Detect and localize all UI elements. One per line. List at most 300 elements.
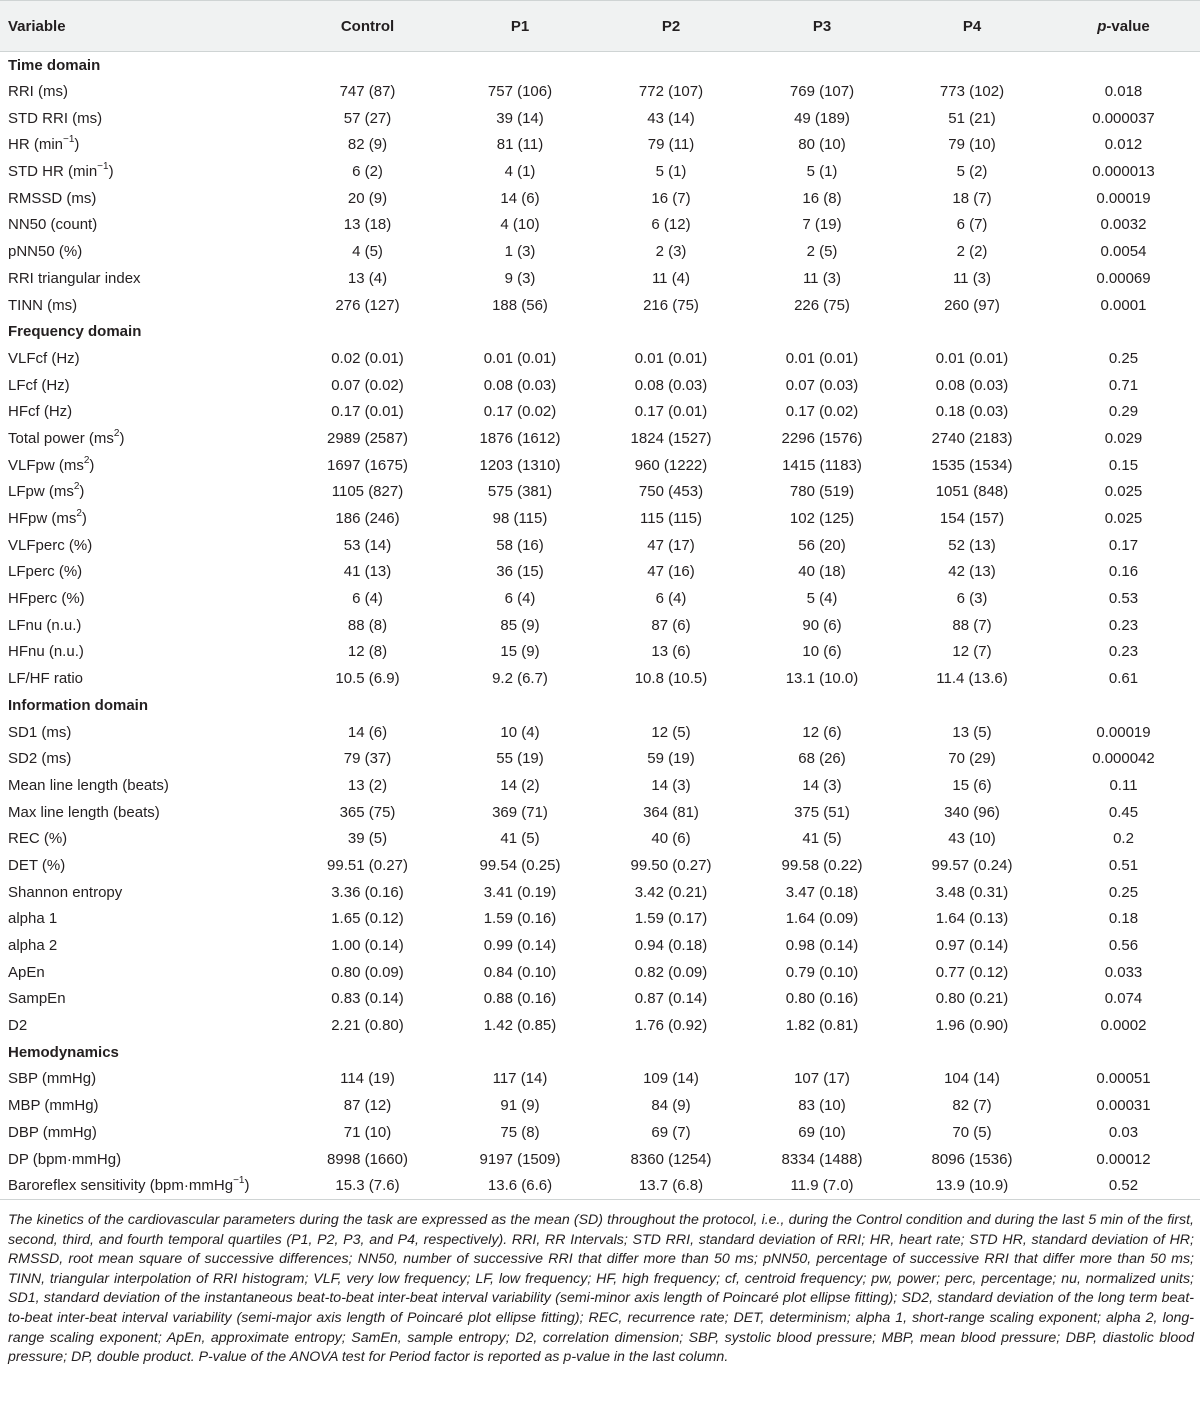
cell-p2: 1.76 (0.92) xyxy=(634,1017,708,1035)
cell-p1: 0.84 (0.10) xyxy=(483,963,557,981)
cell-pvalue: 0.2 xyxy=(1113,830,1134,848)
cell-p2: 10.8 (10.5) xyxy=(634,670,708,688)
cell-pvalue: 0.018 xyxy=(1104,83,1143,101)
cell-pvalue: 0.15 xyxy=(1108,456,1139,474)
table-row xyxy=(0,132,1200,159)
cell-p4: 43 (10) xyxy=(948,830,996,848)
cell-control: 15.3 (7.6) xyxy=(290,1172,445,1199)
cell-control: 41 (13) xyxy=(343,563,392,581)
cell-p3: 83 (10) xyxy=(798,1097,846,1115)
cell-pvalue: 0.11 xyxy=(1109,776,1138,794)
cell-p4: 99.57 (0.24) xyxy=(931,856,1013,874)
row-label: MBP (mmHg) xyxy=(8,1097,99,1115)
label-superscript: 2 xyxy=(113,427,120,439)
header-p1: P1 xyxy=(445,1,595,52)
label-text: ) xyxy=(244,1176,250,1194)
cell-pvalue: 0.56 xyxy=(1108,937,1139,955)
cell-p2: 5 (1) xyxy=(655,163,687,181)
label-superscript: 2 xyxy=(73,481,80,493)
row-label: STD RRI (ms) xyxy=(8,109,103,127)
row-label xyxy=(0,1172,290,1199)
cell-p1: 10 (4) xyxy=(500,723,540,741)
table-row xyxy=(0,452,1200,479)
cell-pvalue: 0.0032 xyxy=(1100,216,1147,234)
cell-p2: 14 (3) xyxy=(651,776,691,794)
cell-pvalue: 0.71 xyxy=(1108,376,1139,394)
cell-p2: 40 (6) xyxy=(651,830,691,848)
cell-pvalue: 0.52 xyxy=(1047,1172,1200,1199)
cell-control: 114 (19) xyxy=(340,1070,395,1088)
cell-p1: 9 (3) xyxy=(504,269,536,287)
cell-p2: 6 (4) xyxy=(655,590,687,608)
cell-p4: 70 (29) xyxy=(948,750,996,768)
cell-p4: 52 (13) xyxy=(948,536,996,554)
row-label: Mean line length (beats) xyxy=(8,776,169,794)
row-label: SD1 (ms) xyxy=(8,723,72,741)
section-information-domain: Information domain xyxy=(8,696,148,714)
table-row xyxy=(0,292,1200,319)
header-variable: Variable xyxy=(0,1,290,52)
table-row xyxy=(0,212,1200,239)
label-superscript: −1 xyxy=(63,134,75,146)
cell-p4: 260 (97) xyxy=(944,296,1000,314)
cell-pvalue: 0.45 xyxy=(1108,803,1139,821)
cell-p1: 98 (115) xyxy=(492,510,548,528)
cell-p1: 1203 (1310) xyxy=(479,456,561,474)
cell-p4: 340 (96) xyxy=(944,803,1000,821)
cell-control: 87 (12) xyxy=(343,1097,392,1115)
cell-p1: 6 (4) xyxy=(504,590,536,608)
row-label: pNN50 (%) xyxy=(8,243,83,261)
table-row xyxy=(0,105,1200,132)
cell-p2: 3.42 (0.21) xyxy=(634,883,708,901)
cell-p2: 1.59 (0.17) xyxy=(634,910,708,928)
label-superscript: 2 xyxy=(83,454,90,466)
cell-p1: 13.6 (6.6) xyxy=(445,1172,595,1199)
header-p2: P2 xyxy=(595,1,747,52)
cell-p1: 85 (9) xyxy=(500,616,540,634)
cell-control: 39 (5) xyxy=(347,830,388,848)
cell-p1: 81 (11) xyxy=(496,136,544,154)
cell-p2: 364 (81) xyxy=(643,803,699,821)
cell-p4: 0.80 (0.21) xyxy=(935,990,1009,1008)
row-label: DET (%) xyxy=(8,856,66,874)
cell-pvalue: 0.25 xyxy=(1108,349,1139,367)
cell-control: 0.80 (0.09) xyxy=(331,963,404,981)
cell-p4: 2740 (2183) xyxy=(931,429,1013,447)
cell-p1: 41 (5) xyxy=(500,830,540,848)
label-text: ) xyxy=(81,510,87,528)
row-label: LFnu (n.u.) xyxy=(8,616,82,634)
cell-pvalue: 0.029 xyxy=(1104,429,1143,447)
cell-p1: 0.99 (0.14) xyxy=(483,937,557,955)
cell-p4: 13.9 (10.9) xyxy=(897,1172,1047,1199)
row-label xyxy=(0,132,290,159)
cell-control: 53 (14) xyxy=(343,536,392,554)
cell-p1: 369 (71) xyxy=(492,803,548,821)
cell-p4: 1.96 (0.90) xyxy=(935,1017,1009,1035)
cell-p4: 0.77 (0.12) xyxy=(935,963,1009,981)
cell-pvalue: 0.00012 xyxy=(1096,1150,1151,1168)
table-row xyxy=(0,719,1200,746)
cell-p1: 9197 (1509) xyxy=(479,1150,561,1168)
cell-p4: 104 (14) xyxy=(944,1070,1000,1088)
table-row xyxy=(0,425,1200,452)
cell-control: 88 (8) xyxy=(347,616,388,634)
cell-p2: 772 (107) xyxy=(638,83,704,101)
cell-p3: 14 (3) xyxy=(802,776,842,794)
table-row xyxy=(0,825,1200,852)
cell-p3: 40 (18) xyxy=(798,563,846,581)
cell-p2: 6 (12) xyxy=(651,216,691,234)
cell-control: 1.65 (0.12) xyxy=(331,910,404,928)
row-label: alpha 2 xyxy=(8,937,58,955)
table-row xyxy=(0,665,1200,692)
cell-p3: 226 (75) xyxy=(794,296,850,314)
cell-control: 747 (87) xyxy=(339,83,396,101)
table-row xyxy=(0,799,1200,826)
row-label: DBP (mmHg) xyxy=(8,1123,97,1141)
table-row xyxy=(0,585,1200,612)
cell-control: 276 (127) xyxy=(335,296,400,314)
table-footnote: The kinetics of the cardiovascular parameters during the task are expressed as the mean (SD) throughout the protocol, i.e., during the Control condition and during the last 5 min of the first, second, third, and fourth temporal quartiles (P1, P2, P3, and P4, respectively). RRI, RR Intervals; STD RRI, standard deviation of RRI; HR, heart rate; STD HR, standard deviation of HR; RMSSD, root mean square of successive differences; NN50, number of successive RRI that differ more than 50 ms; pNN50, percentage of successive RRI that differ more than 50 ms; TINN, triangular interpolation of RRI histogram; VLF, very low frequency; LF, low frequency; HF, high frequency; cf, centroid frequency; pw, power; perc, percentage; nu, normalized units; SD1, standard deviation of the instantaneous beat-to-beat inter-beat interval variability (semi-minor axis length of Poincaré plot ellipse fitting); SD2, standard deviation of the long term beat-to-beat inter-beat interval variability (semi-major axis length of Poincaré plot ellipse fitting); REC, recurrence rate; DET, determinism; alpha 1, short-range scaling exponent; alpha 2, long-range scaling exponent; ApEn, approximate entropy; SamEn, sample entropy; D2, correlation dimension; SBP, systolic blood pressure; MBP, mean blood pressure; DBP, diastolic blood pressure; DP, double product. P-value of the ANOVA test for Period factor is reported as p-value in the last column. xyxy=(8,1212,1194,1366)
cell-p3: 0.17 (0.02) xyxy=(785,403,859,421)
cell-control: 1.00 (0.14) xyxy=(331,937,404,955)
table-row xyxy=(0,1012,1200,1039)
cell-p3: 16 (8) xyxy=(802,189,842,207)
label-text: Total power (ms xyxy=(8,429,114,447)
cell-control: 2989 (2587) xyxy=(327,429,408,447)
cell-control: 82 (9) xyxy=(347,136,388,154)
cell-control: 10.5 (6.9) xyxy=(335,670,400,688)
header-pvalue-p: p xyxy=(1097,17,1107,35)
cell-p2: 750 (453) xyxy=(638,483,704,501)
cell-p2: 0.82 (0.09) xyxy=(634,963,708,981)
cell-pvalue: 0.000037 xyxy=(1092,109,1155,127)
cell-control: 0.83 (0.14) xyxy=(331,990,404,1008)
label-text: STD HR (min xyxy=(8,163,98,181)
cell-p2: 216 (75) xyxy=(643,296,699,314)
row-label xyxy=(0,505,290,532)
header-pvalue xyxy=(1047,1,1200,52)
cell-pvalue: 0.17 xyxy=(1108,536,1139,554)
cell-p3: 3.47 (0.18) xyxy=(785,883,859,901)
cell-p4: 0.01 (0.01) xyxy=(935,349,1009,367)
cell-p3: 12 (6) xyxy=(802,723,842,741)
cell-pvalue: 0.012 xyxy=(1104,136,1143,154)
label-text: ) xyxy=(74,136,80,154)
cell-control: 0.17 (0.01) xyxy=(331,403,404,421)
cell-p1: 0.08 (0.03) xyxy=(483,376,557,394)
cell-p1: 14 (6) xyxy=(500,189,540,207)
cell-p4: 11 (3) xyxy=(952,269,992,287)
row-label: REC (%) xyxy=(8,830,68,848)
cell-p4: 42 (13) xyxy=(948,563,996,581)
cell-control: 1105 (827) xyxy=(331,483,404,501)
cell-control: 365 (75) xyxy=(339,803,396,821)
cell-control: 6 (4) xyxy=(352,590,383,608)
table-row xyxy=(0,265,1200,292)
row-label: VLFcf (Hz) xyxy=(8,349,80,367)
cell-p3: 375 (51) xyxy=(794,803,850,821)
table-row xyxy=(0,639,1200,666)
row-label: VLFperc (%) xyxy=(8,536,93,554)
cell-p1: 14 (2) xyxy=(500,776,540,794)
cell-p1: 75 (8) xyxy=(500,1123,540,1141)
cell-p2: 109 (14) xyxy=(643,1070,699,1088)
cell-control: 57 (27) xyxy=(343,109,392,127)
cell-p4: 0.18 (0.03) xyxy=(935,403,1009,421)
cell-p4: 0.08 (0.03) xyxy=(935,376,1009,394)
row-label xyxy=(0,479,290,506)
cell-p3: 0.98 (0.14) xyxy=(785,937,859,955)
table-row xyxy=(0,772,1200,799)
cell-p4: 5 (2) xyxy=(956,163,988,181)
cell-p4: 6 (7) xyxy=(956,216,988,234)
cell-control: 14 (6) xyxy=(347,723,388,741)
table-row xyxy=(0,852,1200,879)
cell-p3: 10 (6) xyxy=(802,643,842,661)
table-row xyxy=(0,532,1200,559)
header-p3: P3 xyxy=(747,1,897,52)
cell-p4: 154 (157) xyxy=(939,510,1005,528)
cell-control: 4 (5) xyxy=(352,243,383,261)
cell-p1: 0.01 (0.01) xyxy=(483,349,557,367)
cell-p2: 43 (14) xyxy=(647,109,695,127)
cell-p3: 90 (6) xyxy=(802,616,842,634)
cell-p1: 0.88 (0.16) xyxy=(483,990,557,1008)
cell-p1: 99.54 (0.25) xyxy=(479,856,561,874)
cell-p4: 12 (7) xyxy=(952,643,992,661)
cell-p2: 11 (4) xyxy=(651,269,691,287)
cell-p2: 84 (9) xyxy=(651,1097,691,1115)
cell-control: 13 (2) xyxy=(347,776,388,794)
cell-p4: 79 (10) xyxy=(948,136,996,154)
cell-pvalue: 0.00031 xyxy=(1096,1097,1151,1115)
header-pvalue-rest: -value xyxy=(1106,17,1150,35)
cell-pvalue: 0.25 xyxy=(1108,883,1139,901)
row-label: RRI (ms) xyxy=(8,83,68,101)
cell-p3: 0.80 (0.16) xyxy=(785,990,859,1008)
cell-p3: 68 (26) xyxy=(798,750,846,768)
cell-p3: 0.07 (0.03) xyxy=(785,376,859,394)
cell-p3: 0.01 (0.01) xyxy=(785,349,859,367)
cell-p4: 15 (6) xyxy=(952,776,992,794)
table-row xyxy=(0,879,1200,906)
label-text: ) xyxy=(79,483,85,501)
cell-p3: 769 (107) xyxy=(789,83,855,101)
header-control: Control xyxy=(290,1,445,52)
cell-p4: 70 (5) xyxy=(952,1123,992,1141)
cell-p4: 1535 (1534) xyxy=(931,456,1013,474)
cell-p3: 5 (1) xyxy=(806,163,838,181)
table-row xyxy=(0,1146,1200,1173)
cell-p3: 41 (5) xyxy=(802,830,842,848)
row-label: DP (bpm·mmHg) xyxy=(8,1150,122,1168)
label-superscript: −1 xyxy=(97,161,109,173)
cell-p2: 79 (11) xyxy=(647,136,695,154)
cell-p1: 9.2 (6.7) xyxy=(492,670,548,688)
cell-p4: 13 (5) xyxy=(952,723,992,741)
label-text: LFpw (ms xyxy=(8,483,74,501)
cell-control: 71 (10) xyxy=(343,1123,392,1141)
cell-pvalue: 0.16 xyxy=(1108,563,1139,581)
table-row xyxy=(0,238,1200,265)
label-superscript: −1 xyxy=(233,1174,245,1186)
cell-p3: 1415 (1183) xyxy=(782,456,862,474)
cell-p4: 8096 (1536) xyxy=(931,1150,1013,1168)
row-label: SampEn xyxy=(8,990,66,1008)
cell-p4: 11.4 (13.6) xyxy=(936,670,1008,688)
row-label: RRI triangular index xyxy=(8,269,141,287)
table-row xyxy=(0,479,1200,506)
cell-p2: 13.7 (6.8) xyxy=(595,1172,747,1199)
cell-p1: 0.17 (0.02) xyxy=(483,403,557,421)
cell-pvalue: 0.00069 xyxy=(1096,269,1151,287)
cell-pvalue: 0.025 xyxy=(1104,510,1143,528)
table-row xyxy=(0,986,1200,1013)
row-label: LFcf (Hz) xyxy=(8,376,70,394)
cell-pvalue: 0.00019 xyxy=(1096,723,1151,741)
label-text: ) xyxy=(108,163,114,181)
row-label xyxy=(0,425,290,452)
table-row xyxy=(0,1092,1200,1119)
cell-p3: 1.64 (0.09) xyxy=(785,910,859,928)
table-row xyxy=(0,505,1200,532)
cell-p1: 575 (381) xyxy=(487,483,553,501)
cell-p4: 18 (7) xyxy=(952,189,992,207)
cell-pvalue: 0.51 xyxy=(1108,856,1139,874)
cell-p2: 0.08 (0.03) xyxy=(634,376,708,394)
row-label xyxy=(0,452,290,479)
cell-pvalue: 0.074 xyxy=(1104,990,1143,1008)
row-label: LF/HF ratio xyxy=(8,670,84,688)
table-row xyxy=(0,612,1200,639)
cell-p4: 82 (7) xyxy=(952,1097,992,1115)
cell-p3: 11.9 (7.0) xyxy=(747,1172,897,1199)
cell-p2: 0.94 (0.18) xyxy=(634,937,708,955)
cell-control: 99.51 (0.27) xyxy=(327,856,408,874)
table-row xyxy=(0,372,1200,399)
row-label: NN50 (count) xyxy=(8,216,98,234)
cell-p2: 960 (1222) xyxy=(634,456,708,474)
cell-p2: 0.87 (0.14) xyxy=(634,990,708,1008)
section-frequency-domain: Frequency domain xyxy=(8,323,142,341)
section-time-domain: Time domain xyxy=(8,56,101,74)
cell-p4: 1.64 (0.13) xyxy=(935,910,1009,928)
cell-control: 8998 (1660) xyxy=(327,1150,408,1168)
cell-p1: 4 (10) xyxy=(500,216,540,234)
section-row xyxy=(0,318,1200,345)
cell-p2: 99.50 (0.27) xyxy=(630,856,712,874)
cell-p1: 1876 (1612) xyxy=(479,429,561,447)
table-row xyxy=(0,959,1200,986)
cell-p3: 56 (20) xyxy=(798,536,846,554)
cell-p2: 115 (115) xyxy=(640,510,702,528)
cell-p1: 1.42 (0.85) xyxy=(483,1017,557,1035)
cell-pvalue: 0.23 xyxy=(1108,643,1139,661)
cell-p2: 1824 (1527) xyxy=(630,429,712,447)
cell-pvalue: 0.00051 xyxy=(1096,1070,1151,1088)
cell-pvalue: 0.033 xyxy=(1104,963,1143,981)
table-row xyxy=(0,906,1200,933)
label-text: ) xyxy=(119,429,125,447)
cell-control: 3.36 (0.16) xyxy=(331,883,404,901)
cell-p1: 58 (16) xyxy=(496,536,544,554)
table-row xyxy=(0,932,1200,959)
cell-p2: 13 (6) xyxy=(651,643,691,661)
cell-p3: 102 (125) xyxy=(789,510,855,528)
cell-pvalue: 0.18 xyxy=(1108,910,1139,928)
table-row xyxy=(0,158,1200,185)
section-row xyxy=(0,692,1200,719)
cell-p1: 15 (9) xyxy=(500,643,540,661)
cell-pvalue: 0.025 xyxy=(1104,483,1143,501)
cell-p2: 2 (3) xyxy=(655,243,687,261)
row-label: TINN (ms) xyxy=(8,296,78,314)
table-row xyxy=(0,745,1200,772)
cell-p2: 59 (19) xyxy=(647,750,695,768)
cell-p4: 88 (7) xyxy=(952,616,992,634)
cell-control: 6 (2) xyxy=(352,163,383,181)
table-body xyxy=(0,52,1200,1200)
cell-p3: 0.79 (0.10) xyxy=(785,963,859,981)
cell-p3: 7 (19) xyxy=(802,216,842,234)
cell-p1: 55 (19) xyxy=(496,750,544,768)
cell-control: 20 (9) xyxy=(347,189,388,207)
cell-p1: 91 (9) xyxy=(500,1097,540,1115)
cell-p1: 117 (14) xyxy=(492,1070,548,1088)
cell-pvalue: 0.000013 xyxy=(1092,163,1155,181)
cell-p4: 773 (102) xyxy=(939,83,1005,101)
cell-p2: 0.01 (0.01) xyxy=(634,349,708,367)
table-row xyxy=(0,559,1200,586)
table-row xyxy=(0,1119,1200,1146)
cell-pvalue: 0.23 xyxy=(1108,616,1139,634)
cell-p4: 3.48 (0.31) xyxy=(935,883,1009,901)
cell-p4: 2 (2) xyxy=(956,243,988,261)
cell-p3: 1.82 (0.81) xyxy=(785,1017,859,1035)
section-hemodynamics: Hemodynamics xyxy=(8,1043,119,1061)
cell-p3: 8334 (1488) xyxy=(781,1150,863,1168)
cell-p1: 36 (15) xyxy=(496,563,544,581)
table-row xyxy=(0,345,1200,372)
row-label: RMSSD (ms) xyxy=(8,189,97,207)
row-label: SBP (mmHg) xyxy=(8,1070,97,1088)
cell-p2: 47 (16) xyxy=(647,563,695,581)
row-label xyxy=(0,158,290,185)
section-row xyxy=(0,52,1200,79)
table-row xyxy=(0,78,1200,105)
cell-pvalue: 0.03 xyxy=(1108,1123,1139,1141)
label-text: HR (min xyxy=(8,136,63,154)
cell-p3: 2 (5) xyxy=(806,243,838,261)
cell-p2: 0.17 (0.01) xyxy=(634,403,708,421)
cell-p3: 5 (4) xyxy=(806,590,838,608)
cell-pvalue: 0.0001 xyxy=(1100,296,1147,314)
cell-p1: 4 (1) xyxy=(504,163,536,181)
cell-p1: 188 (56) xyxy=(492,296,548,314)
table-row xyxy=(0,185,1200,212)
cell-p3: 99.58 (0.22) xyxy=(781,856,863,874)
table-row xyxy=(0,1066,1200,1093)
cell-p4: 6 (3) xyxy=(956,590,988,608)
cell-pvalue: 0.0002 xyxy=(1100,1017,1147,1035)
header-row xyxy=(0,1,1200,52)
table-header xyxy=(0,1,1200,52)
row-label: HFnu (n.u.) xyxy=(8,643,84,661)
cell-control: 12 (8) xyxy=(347,643,388,661)
